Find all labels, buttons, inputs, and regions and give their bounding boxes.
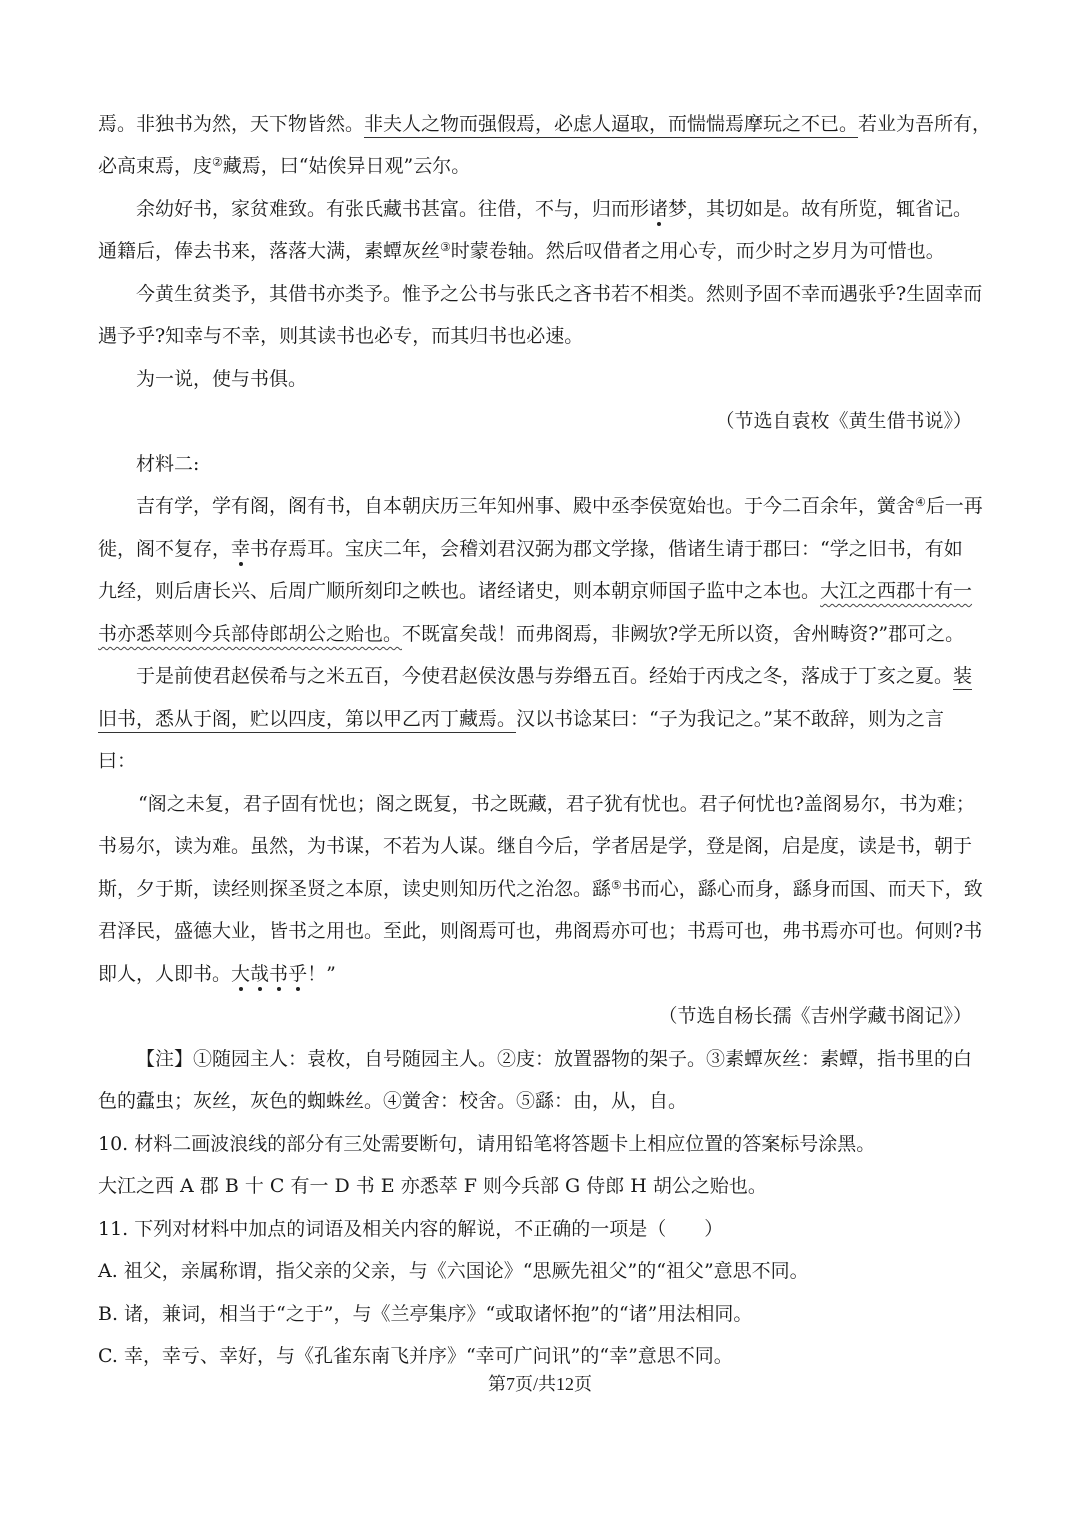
question-10-options: 大江之西 A 郡 B 十 C 有一 D 书 E 亦悉萃 F 则今兵部 G 侍郎 H 胡公之贻也。: [98, 1175, 767, 1197]
page-number: 第7页/共12页: [487, 1374, 592, 1394]
text-run: 梦，其切如是。故有所览，辄省记。: [668, 198, 973, 220]
underlined-sentence: 非夫人之物而强假焉，必虑人逼取，而惴惴焉摩玩之不已。: [364, 113, 858, 138]
paragraph-line: [98, 621, 964, 647]
paragraph-line: [98, 706, 944, 732]
paragraph-line: [136, 493, 983, 519]
text-run: 不既富矣哉！而弗阁焉，非阙欤?学无所以资，舍州畴资?”郡可之。: [402, 623, 965, 645]
dotted-word: 大: [231, 963, 251, 985]
text-run: 书存焉耳。宝庆二年，会稽刘君汉弼为郡文学掾，偕诸生请于郡曰：“学之旧书，有如: [250, 538, 963, 560]
question-11-option-c: C. 幸，幸亏、幸好，与《孔雀东南飞并序》“幸可广问讯”的“幸”意思不同。: [98, 1345, 733, 1367]
text-run: 吉有学，学有阁，阁有书，自本朝庆历三年知州事、殿中丞李侯宽始也。于今二百余年，黉舍: [136, 495, 916, 517]
underlined-sentence: 旧书，悉从于阁，贮以四庋，第以甲乙丙丁藏焉。: [98, 708, 516, 733]
question-11-option-a: A. 祖父，亲属称谓，指父亲的父亲，与《六国论》“思厥先祖父”的“祖父”意思不同。: [98, 1260, 809, 1282]
paragraph-line: [98, 876, 983, 902]
paragraph-line: [136, 196, 972, 222]
paragraph-line: [98, 578, 972, 604]
text-run: 于是前使君赵侯希与之米五百，今使君赵侯汝愚与券缗五百。经始于丙戌之冬，落成于丁亥之夏。: [136, 665, 954, 687]
paragraph-line: [98, 111, 991, 137]
dotted-word: 诸: [649, 198, 669, 220]
wavy-underlined-text: 书亦悉萃则今兵部侍郎胡公之贻也。: [98, 623, 403, 645]
paragraph-line: 为一说，使与书俱。: [136, 368, 308, 390]
dotted-word: 书: [269, 963, 289, 985]
paragraph-line: 遇予乎?知幸与不幸，则其读书也必专，而其归书也必速。: [98, 325, 584, 347]
text-run: 徙，阁不复存，: [98, 538, 232, 560]
paragraph-line: [98, 961, 336, 987]
text-run: 若业为吾所有，: [858, 113, 992, 135]
text-run: 藏焉，曰“姑俟异日观”云尔。: [222, 155, 471, 177]
dotted-word: 乎: [288, 963, 308, 985]
question-11-stem: 11. 下列对材料中加点的词语及相关内容的解说，不正确的一项是（ ）: [98, 1218, 724, 1240]
source-citation: （节选自杨长孺《吉州学藏书阁记》）: [658, 1005, 972, 1027]
notes-line: 【注】①随园主人：袁枚，自号随园主人。②庋：放置器物的架子。③素蟫灰丝：素蟫，指书里的白: [136, 1048, 973, 1070]
wavy-underlined-text: 大江之西郡十有一: [820, 580, 973, 602]
paragraph-line: [98, 536, 963, 562]
paragraph-line: “阁之未复，君子固有忧也；阁之既复，书之既藏，君子犹有忧也。君子何忧也?盖阁易尔，书为难；: [138, 793, 975, 815]
text-run: 后一再: [925, 495, 983, 517]
dotted-word: 幸: [231, 538, 251, 560]
paragraph-line: 君泽民，盛德大业，皆书之用也。至此，则阁焉可也，弗阁焉亦可也；书焉可也，弗书焉亦可也。何则?书: [98, 920, 983, 942]
note-marker: ⑤: [611, 878, 622, 892]
section-title: 材料二:: [136, 453, 200, 475]
paragraph-line: 曰：: [98, 750, 137, 772]
text-run: 书而心，繇心而身，繇身而国、而天下，致: [621, 878, 983, 900]
text-run: 斯，夕于斯，读经则探圣贤之本原，读史则知历代之治忽。繇: [98, 878, 612, 900]
text-run: 汉以书谂某曰：“子为我记之。”某不敢辞，则为之言: [516, 708, 944, 730]
text-run: 通籍后，俸去书来，落落大满，素蟫灰丝: [98, 240, 441, 262]
notes-line: 色的蠹虫；灰丝，灰色的蜘蛛丝。④黉舍：校舍。⑤繇：由，从，自。: [98, 1090, 688, 1112]
underlined-sentence: 装: [953, 665, 972, 690]
paragraph-line: [98, 153, 470, 179]
text-run: ！”: [307, 963, 336, 985]
text-run: 九经，则后唐长兴、后周广顺所刻印之帙也。诸经诸史，则本朝京师国子监中之本也。: [98, 580, 821, 602]
paragraph-line: 书易尔，读为难。虽然，为书谋，不若为人谋。继自今后，学者居是学，登是阁，启是度，读是书，朝于: [98, 835, 973, 857]
paragraph-line: [98, 238, 945, 264]
note-marker: ④: [915, 495, 926, 509]
question-10-stem: 10. 材料二画波浪线的部分有三处需要断句，请用铅笔将答题卡上相应位置的答案标号涂黑。: [98, 1133, 876, 1155]
note-marker: ③: [440, 240, 451, 254]
text-run: 焉。非独书为然，天下物皆然。: [98, 113, 365, 135]
text-run: 必高束焉，庋: [98, 155, 213, 177]
source-citation: （节选自袁枚《黄生借书说》）: [715, 410, 972, 432]
question-11-option-b: B. 诸，兼词，相当于“之于”，与《兰亭集序》“或取诸怀抱”的“诸”用法相同。: [98, 1303, 753, 1325]
text-run: 即人，人即书。: [98, 963, 232, 985]
text-run: 时蒙卷轴。然后叹借者之用心专，而少时之岁月为可惜也。: [450, 240, 945, 262]
text-run: 余幼好书，家贫难致。有张氏藏书甚富。往借，不与，归而形: [136, 198, 650, 220]
paragraph-line: 今黄生贫类予，其借书亦类予。惟予之公书与张氏之吝书若不相类。然则予固不幸而遇张乎?生固幸而: [136, 283, 983, 305]
dotted-word: 哉: [250, 963, 270, 985]
note-marker: ②: [212, 155, 223, 169]
paragraph-line: [136, 663, 972, 689]
